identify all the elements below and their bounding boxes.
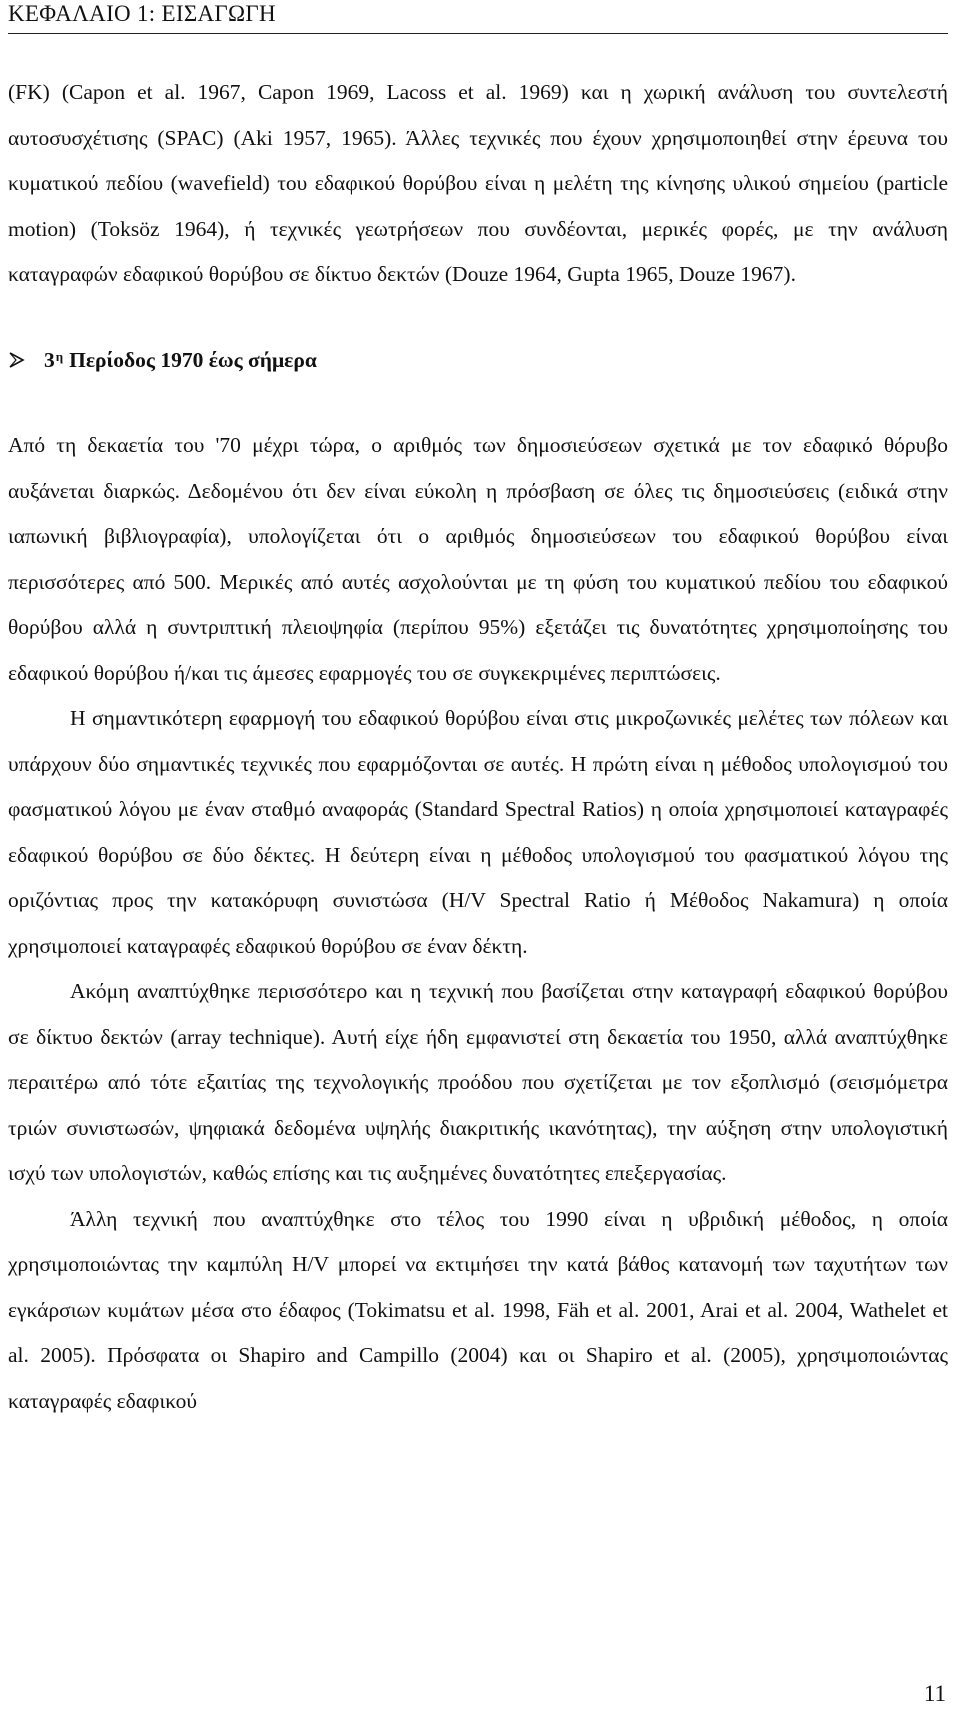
paragraph: Άλλη τεχνική που αναπτύχθηκε στο τέλος του 1990 είναι η υβριδική μέθοδος, η οποία χρησιμοποιώντας την καμπύλη H/V μπορεί να εκτιμήσει την κατά βάθος κατανομή των ταχυτήτων των εγκάρσιων κυμάτων μέσα στο έδαφος (Tokimatsu et al. 1998, Fäh et al. 2001, Arai et al. 2004, Wathelet et al. 2005). Πρόσφατα οι Shapiro and Campillo (2004) και οι Shapiro et al. (2005), χρησιμοποιώντας καταγραφές εδαφικού (8, 1206, 948, 1413)
section-heading (8, 338, 948, 384)
paragraph: Η σημαντικότερη εφαρμογή του εδαφικού θορύβου είναι στις μικροζωνικές μελέτες των πόλεων και υπάρχουν δύο σημαντικές τεχνικές που εφαρμόζονται σε αυτές. Η πρώτη είναι η μέθοδος υπολογισμού του φασματικού λόγου με έναν σταθμό αναφοράς (Standard Spectral Ratios) η οποία χρησιμοποιεί καταγραφές εδαφικού θορύβου σε δύο δέκτες. Η δεύτερη είναι η μέθοδος υπολογισμού του φασματικού λόγου της οριζόντιας προς την κατακόρυφη συνιστώσα (H/V Spectral Ratio ή Μέθοδος Nakamura) η οποία χρησιμοποιεί καταγραφές εδαφικού θορύβου σε έναν δέκτη. (8, 706, 948, 958)
running-header: ΚΕΦΑΛΑΙΟ 1: ΕΙΣΑΓΩΓΗ (8, 1, 276, 26)
section-ordinal-suffix: η (55, 348, 64, 364)
section-title: Περίοδος 1970 έως σήμερα (69, 347, 317, 372)
document-body (8, 70, 948, 1424)
paragraph: Ακόμη αναπτύχθηκε περισσότερο και η τεχνική που βασίζεται στην καταγραφή εδαφικού θορύβου σε δίκτυο δεκτών (array technique). Αυτή είχε ήδη εμφανιστεί στη δεκαετία του 1950, αλλά αναπτύχθηκε περαιτέρω από τότε εξαιτίας της τεχνολογικής προόδου που σχετίζεται με τον εξοπλισμό (σεισμόμετρα τριών συνιστωσών, ψηφιακά δεδομένα υψηλής διακριτικής ικανότητας), την αύξηση στην υπολογιστική ισχύ των υπολογιστών, καθώς επίσης και τις αυξημένες δυνατότητες επεξεργασίας. (8, 979, 948, 1185)
page-number: 11 (923, 1681, 946, 1706)
arrow-bullet-icon (8, 351, 26, 369)
header-rule (8, 33, 948, 34)
paragraph: Από τη δεκαετία του '70 μέχρι τώρα, ο αριθμός των δημοσιεύσεων σχετικά με τον εδαφικό θόρυβο αυξάνεται διαρκώς. Δεδομένου ότι δεν είναι εύκολη η πρόσβαση σε όλες τις δημοσιεύσεις (ειδικά στην ιαπωνική βιβλιογραφία), υπολογίζεται ότι ο αριθμός δημοσιεύσεων του εδαφικού θορύβου είναι περισσότερες από 500. Μερικές από αυτές ασχολούνται με τη φύση του κυματικού πεδίου του εδαφικού θορύβου αλλά η συντριπτική πλειοψηφία (περίπου 95%) εξετάζει τις δυνατότητες χρησιμοποίησης του εδαφικού θορύβου ή/και τις άμεσες εφαρμογές του σε συγκεκριμένες περιπτώσεις. (8, 433, 948, 685)
section-number: 3 (44, 347, 55, 372)
paragraph-intro: (FK) (Capon et al. 1967, Capon 1969, Lacoss et al. 1969) και η χωρική ανάλυση του συντελεστή αυτοσυσχέτισης (SPAC) (Aki 1957, 1965). Άλλες τεχνικές που έχουν χρησιμοποιηθεί στην έρευνα του κυματικού πεδίου (wavefield) του εδαφικού θορύβου είναι η μελέτη της κίνησης υλικού σημείου (particle motion) (Toksöz 1964), ή τεχνικές γεωτρήσεων που συνδέονται, μερικές φορές, με την ανάλυση καταγραφών εδαφικού θορύβου σε δίκτυο δεκτών (Douze 1964, Gupta 1965, Douze 1967). (8, 80, 948, 286)
